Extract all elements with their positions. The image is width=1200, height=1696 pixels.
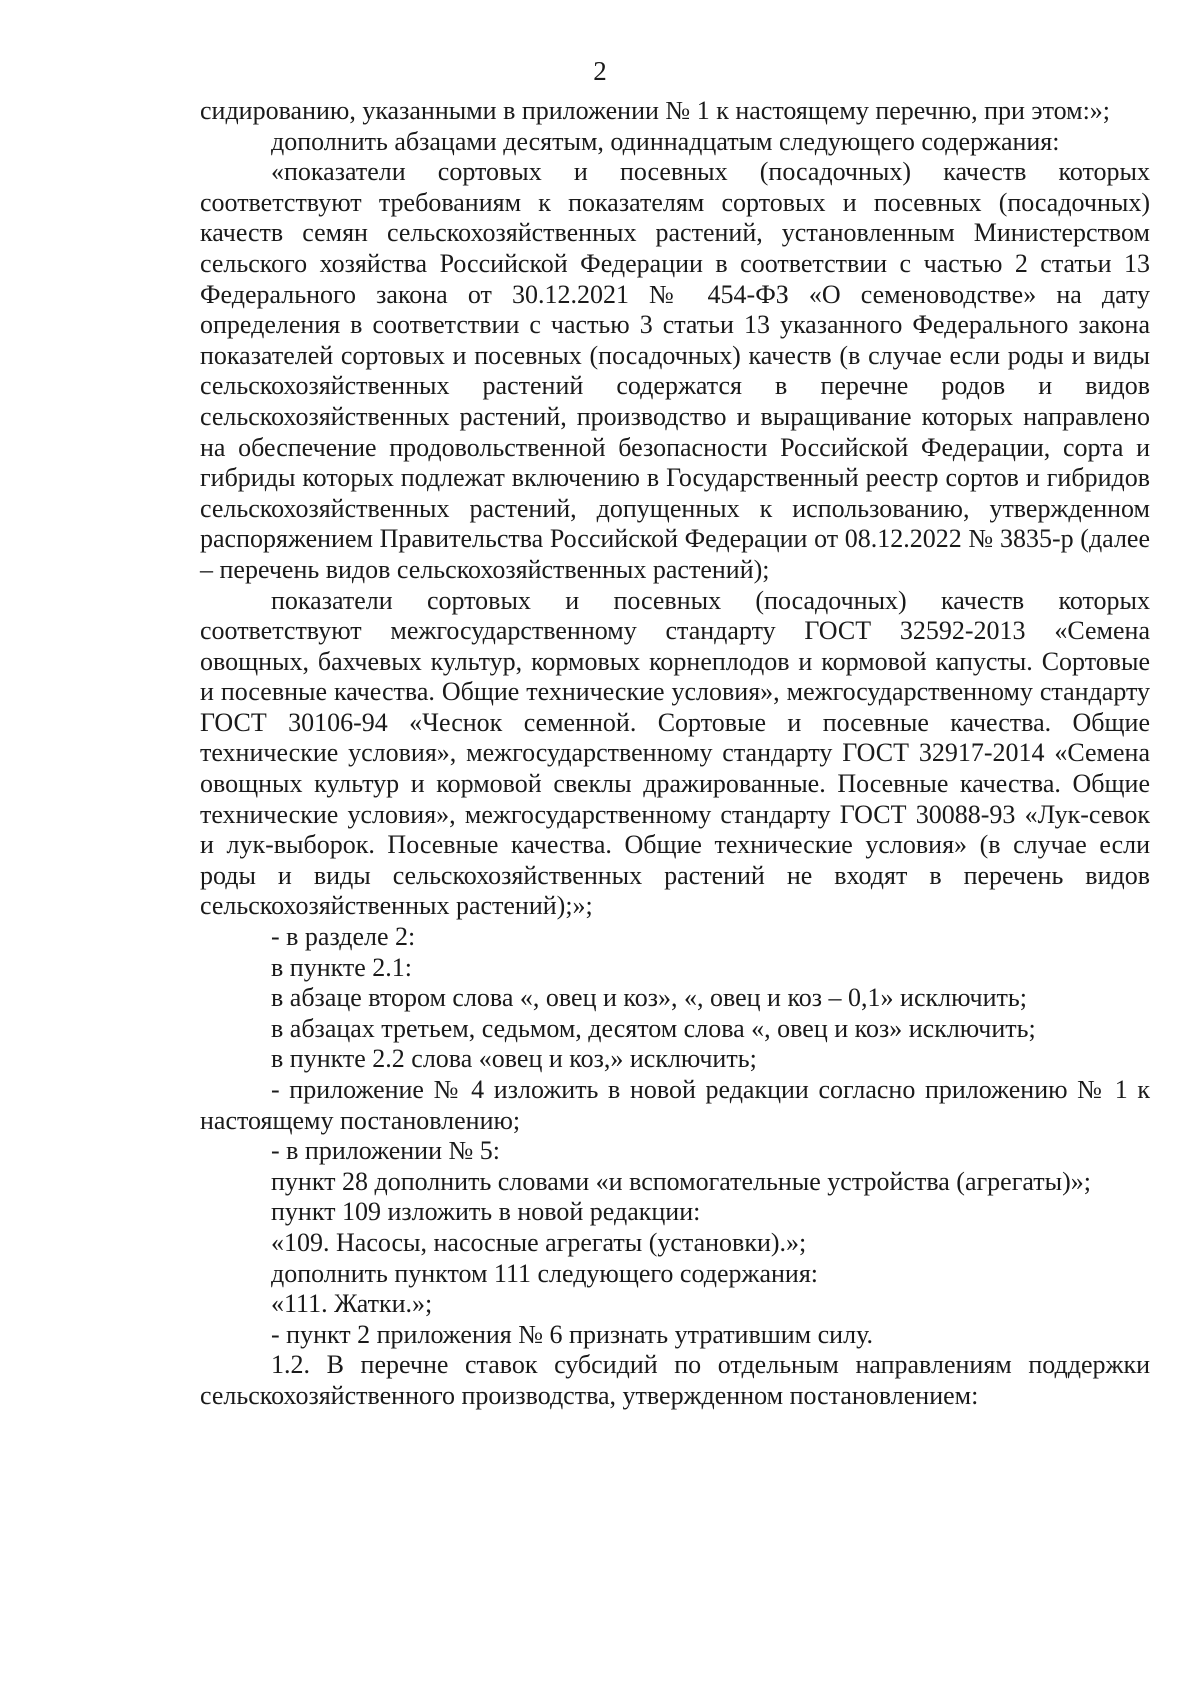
paragraph: «показатели сортовых и посевных (посадочных) качеств которых соответствуют требованиям к показателям сортовых и посевных (посадочных) качеств семян сельскохозяйственных растений, установленным Министерством сельского хозяйства Российской Федерации в соответствии с частью 2 статьи 13 Федерального закона от 30.12.2021 № 454-ФЗ «О семеноводстве» на дату определения в соответствии с частью 3 статьи 13 указанного Федерального закона показателей сортовых и посевных (посадочных) качеств (в случае если роды и виды сельскохозяйственных растений содержатся в перечне родов и видов сельскохозяйственных растений, производство и выращивание которых направлено на обеспечение продовольственной безопасности Российской Федерации, сорта и гибриды которых подлежат включению в Государственный реестр сортов и гибридов сельскохозяйственных растений, допущенных к использованию, утвержденном распоряжением Правительства Российской Федерации от 08.12.2022 № 3835-р (далее – перечень видов сельскохозяйственных растений); (200, 157, 1150, 584)
list-item: пункт 109 изложить в новой редакции: (271, 1197, 701, 1227)
document-body (200, 96, 1150, 1412)
list-item: «111. Жатки.»; (271, 1289, 433, 1319)
paragraph: показатели сортовых и посевных (посадочных) качеств которых соответствуют межгосударственному стандарту ГОСТ 32592-2013 «Семена овощных, бахчевых культур, кормовых корнеплодов и кормовой капусты. Сортовые и посевные качества. Общие технические условия», межгосударственному стандарту ГОСТ 30106-94 «Чеснок семенной. Сортовые и посевные качества. Общие технические условия», межгосударственному стандарту ГОСТ 32917-2014 «Семена овощных культур и кормовой свеклы дражированные. Посевные качества. Общие технические условия», межгосударственному стандарту ГОСТ 30088-93 «Лук-севок и лук-выборок. Посевные качества. Общие технические условия» (в случае если роды и виды сельскохозяйственных растений не входят в перечень видов сельскохозяйственных растений);»; (200, 585, 1150, 921)
list-item: - в разделе 2: (271, 922, 416, 952)
list-item: в абзаце втором слова «, овец и коз», «, овец и коз – 0,1» исключить; (271, 983, 1027, 1013)
paragraph: дополнить абзацами десятым, одиннадцатым следующего содержания: (271, 126, 1060, 156)
list-item: «109. Насосы, насосные агрегаты (установки).»; (271, 1227, 807, 1257)
list-item: в абзацах третьем, седьмом, десятом слова «, овец и коз» исключить; (271, 1013, 1036, 1043)
paragraph: 1.2. В перечне ставок субсидий по отдельным направлениям поддержки сельскохозяйственного производства, утвержденном постановлением: (200, 1350, 1150, 1410)
list-item: - в приложении № 5: (271, 1136, 501, 1166)
page-number: 2 (593, 56, 607, 86)
list-item: в пункте 2.1: (271, 952, 413, 982)
list-item: - приложение № 4 изложить в новой редакции согласно приложению № 1 к настоящему постановлению; (200, 1075, 1150, 1135)
paragraph-continuation: сидированию, указанными в приложении № 1 к настоящему перечню, при этом:»; (200, 96, 1111, 125)
list-item: дополнить пунктом 111 следующего содержания: (271, 1258, 819, 1288)
list-item: - пункт 2 приложения № 6 признать утратившим силу. (271, 1319, 873, 1349)
list-item: пункт 28 дополнить словами «и вспомогательные устройства (агрегаты)»; (271, 1166, 1091, 1196)
list-item: в пункте 2.2 слова «овец и коз,» исключить; (271, 1044, 757, 1074)
